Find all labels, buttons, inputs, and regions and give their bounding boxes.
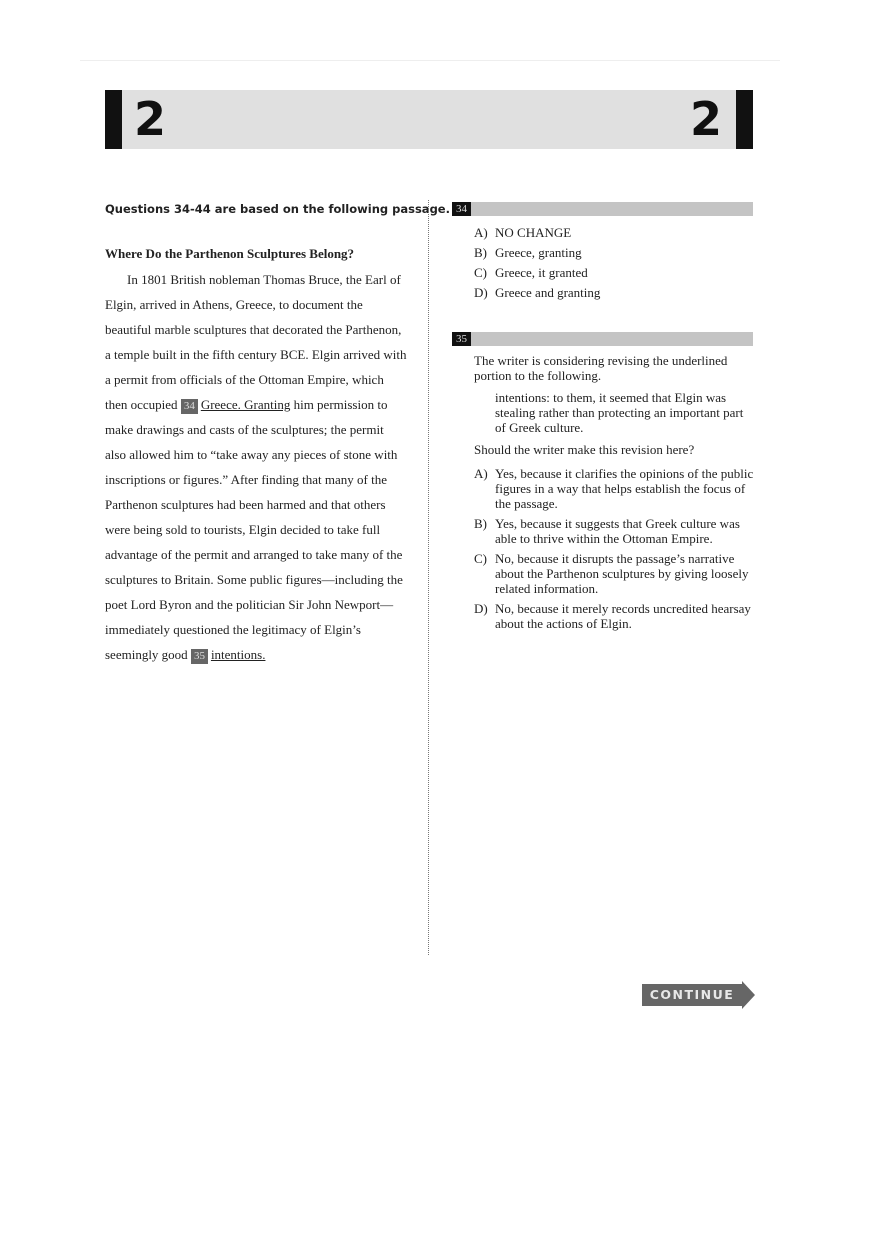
answer-choice-d[interactable] bbox=[474, 285, 754, 300]
question-35-body bbox=[474, 353, 756, 636]
choice-text: No, because it merely records uncredited hearsay about the actions of Elgin. bbox=[495, 601, 751, 631]
question-35-prompt: The writer is considering revising the underlined portion to the following. bbox=[474, 353, 728, 383]
passage-line: a temple built in the fifth century BCE. Elgin arrived with bbox=[105, 347, 407, 362]
passage-line: a permit from officials of the Ottoman Empire, which bbox=[105, 372, 384, 387]
question-35-question: Should the writer make this revision here? bbox=[474, 442, 695, 457]
answer-choice-a[interactable] bbox=[474, 225, 754, 240]
top-rule bbox=[80, 60, 780, 61]
answer-choice-b[interactable] bbox=[474, 245, 754, 260]
choice-letter: B) bbox=[474, 245, 487, 260]
passage-line-6 bbox=[105, 397, 387, 414]
underlined-portion-35: intentions. bbox=[210, 647, 266, 662]
choice-text: No, because it disrupts the passage’s narrative about the Parthenon sculptures by giving loosely related information. bbox=[495, 551, 749, 596]
passage-line: In 1801 British nobleman Thomas Bruce, the Earl of bbox=[127, 272, 401, 287]
header-right-bar bbox=[736, 90, 753, 149]
choice-letter: C) bbox=[474, 551, 487, 566]
choice-text: Greece, granting bbox=[495, 245, 582, 260]
passage-line: sculptures to Britain. Some public figures—including the bbox=[105, 572, 403, 587]
choice-letter: A) bbox=[474, 466, 488, 481]
text: seemingly good bbox=[105, 647, 188, 662]
answer-choice-a[interactable] bbox=[474, 466, 756, 511]
question-35-bar bbox=[452, 332, 753, 346]
passage-line: beautiful marble sculptures that decorated the Parthenon, bbox=[105, 322, 402, 337]
choice-letter: B) bbox=[474, 516, 487, 531]
answer-choice-b[interactable] bbox=[474, 516, 756, 546]
question-number: 35 bbox=[452, 332, 471, 346]
answer-choice-d[interactable] bbox=[474, 601, 756, 631]
passage-line: poet Lord Byron and the politician Sir John Newport— bbox=[105, 597, 394, 612]
choice-letter: D) bbox=[474, 285, 488, 300]
passage-line-16 bbox=[105, 647, 265, 664]
choice-text: Greece, it granted bbox=[495, 265, 588, 280]
section-header-band bbox=[105, 90, 753, 149]
continue-arrow-icon bbox=[742, 981, 755, 1009]
question-number: 34 bbox=[452, 202, 471, 216]
passage-title: Where Do the Parthenon Sculptures Belong? bbox=[105, 246, 355, 261]
column-divider bbox=[428, 200, 429, 955]
choice-letter: D) bbox=[474, 601, 488, 616]
passage-line: immediately questioned the legitimacy of Elgin’s bbox=[105, 622, 361, 637]
passage-line: make drawings and casts of the sculptures; the permit bbox=[105, 422, 384, 437]
choice-letter: C) bbox=[474, 265, 487, 280]
section-number-right: 2 bbox=[690, 92, 723, 146]
continue-button[interactable]: CONTINUE bbox=[642, 984, 742, 1006]
answer-choice-c[interactable] bbox=[474, 265, 754, 280]
underlined-portion-34: Greece. Granting bbox=[200, 397, 291, 412]
choice-letter: A) bbox=[474, 225, 488, 240]
text: him permission to bbox=[293, 397, 388, 412]
passage-line: inscriptions or figures.” After finding that many of the bbox=[105, 472, 387, 487]
question-34-bar bbox=[452, 202, 753, 216]
passage-line: Elgin, arrived in Athens, Greece, to document the bbox=[105, 297, 363, 312]
choice-text: Yes, because it suggests that Greek culture was able to thrive within the Ottoman Empire. bbox=[495, 516, 740, 546]
text: then occupied bbox=[105, 397, 178, 412]
passage-line: advantage of the permit and arranged to take many of the bbox=[105, 547, 403, 562]
header-left-bar bbox=[105, 90, 122, 149]
choice-text: NO CHANGE bbox=[495, 225, 572, 240]
answer-choice-c[interactable] bbox=[474, 551, 756, 596]
question-35-quote: intentions: to them, it seemed that Elgin was stealing rather than protecting an important part of Greek culture. bbox=[495, 390, 744, 435]
passage-line: also allowed him to “take away any pieces of stone with bbox=[105, 447, 398, 462]
choice-text: Greece and granting bbox=[495, 285, 601, 300]
passage-line: Parthenon sculptures had been harmed and that others bbox=[105, 497, 386, 512]
section-number-left: 2 bbox=[134, 92, 167, 146]
passage-intro: Questions 34-44 are based on the following passage. bbox=[105, 202, 450, 216]
question-marker-34[interactable]: 34 bbox=[181, 399, 198, 414]
passage-line: were being sold to tourists, Elgin decided to take full bbox=[105, 522, 381, 537]
question-marker-35[interactable]: 35 bbox=[191, 649, 208, 664]
choice-text: Yes, because it clarifies the opinions of the public figures in a way that helps establish the focus of the passage. bbox=[495, 466, 754, 511]
